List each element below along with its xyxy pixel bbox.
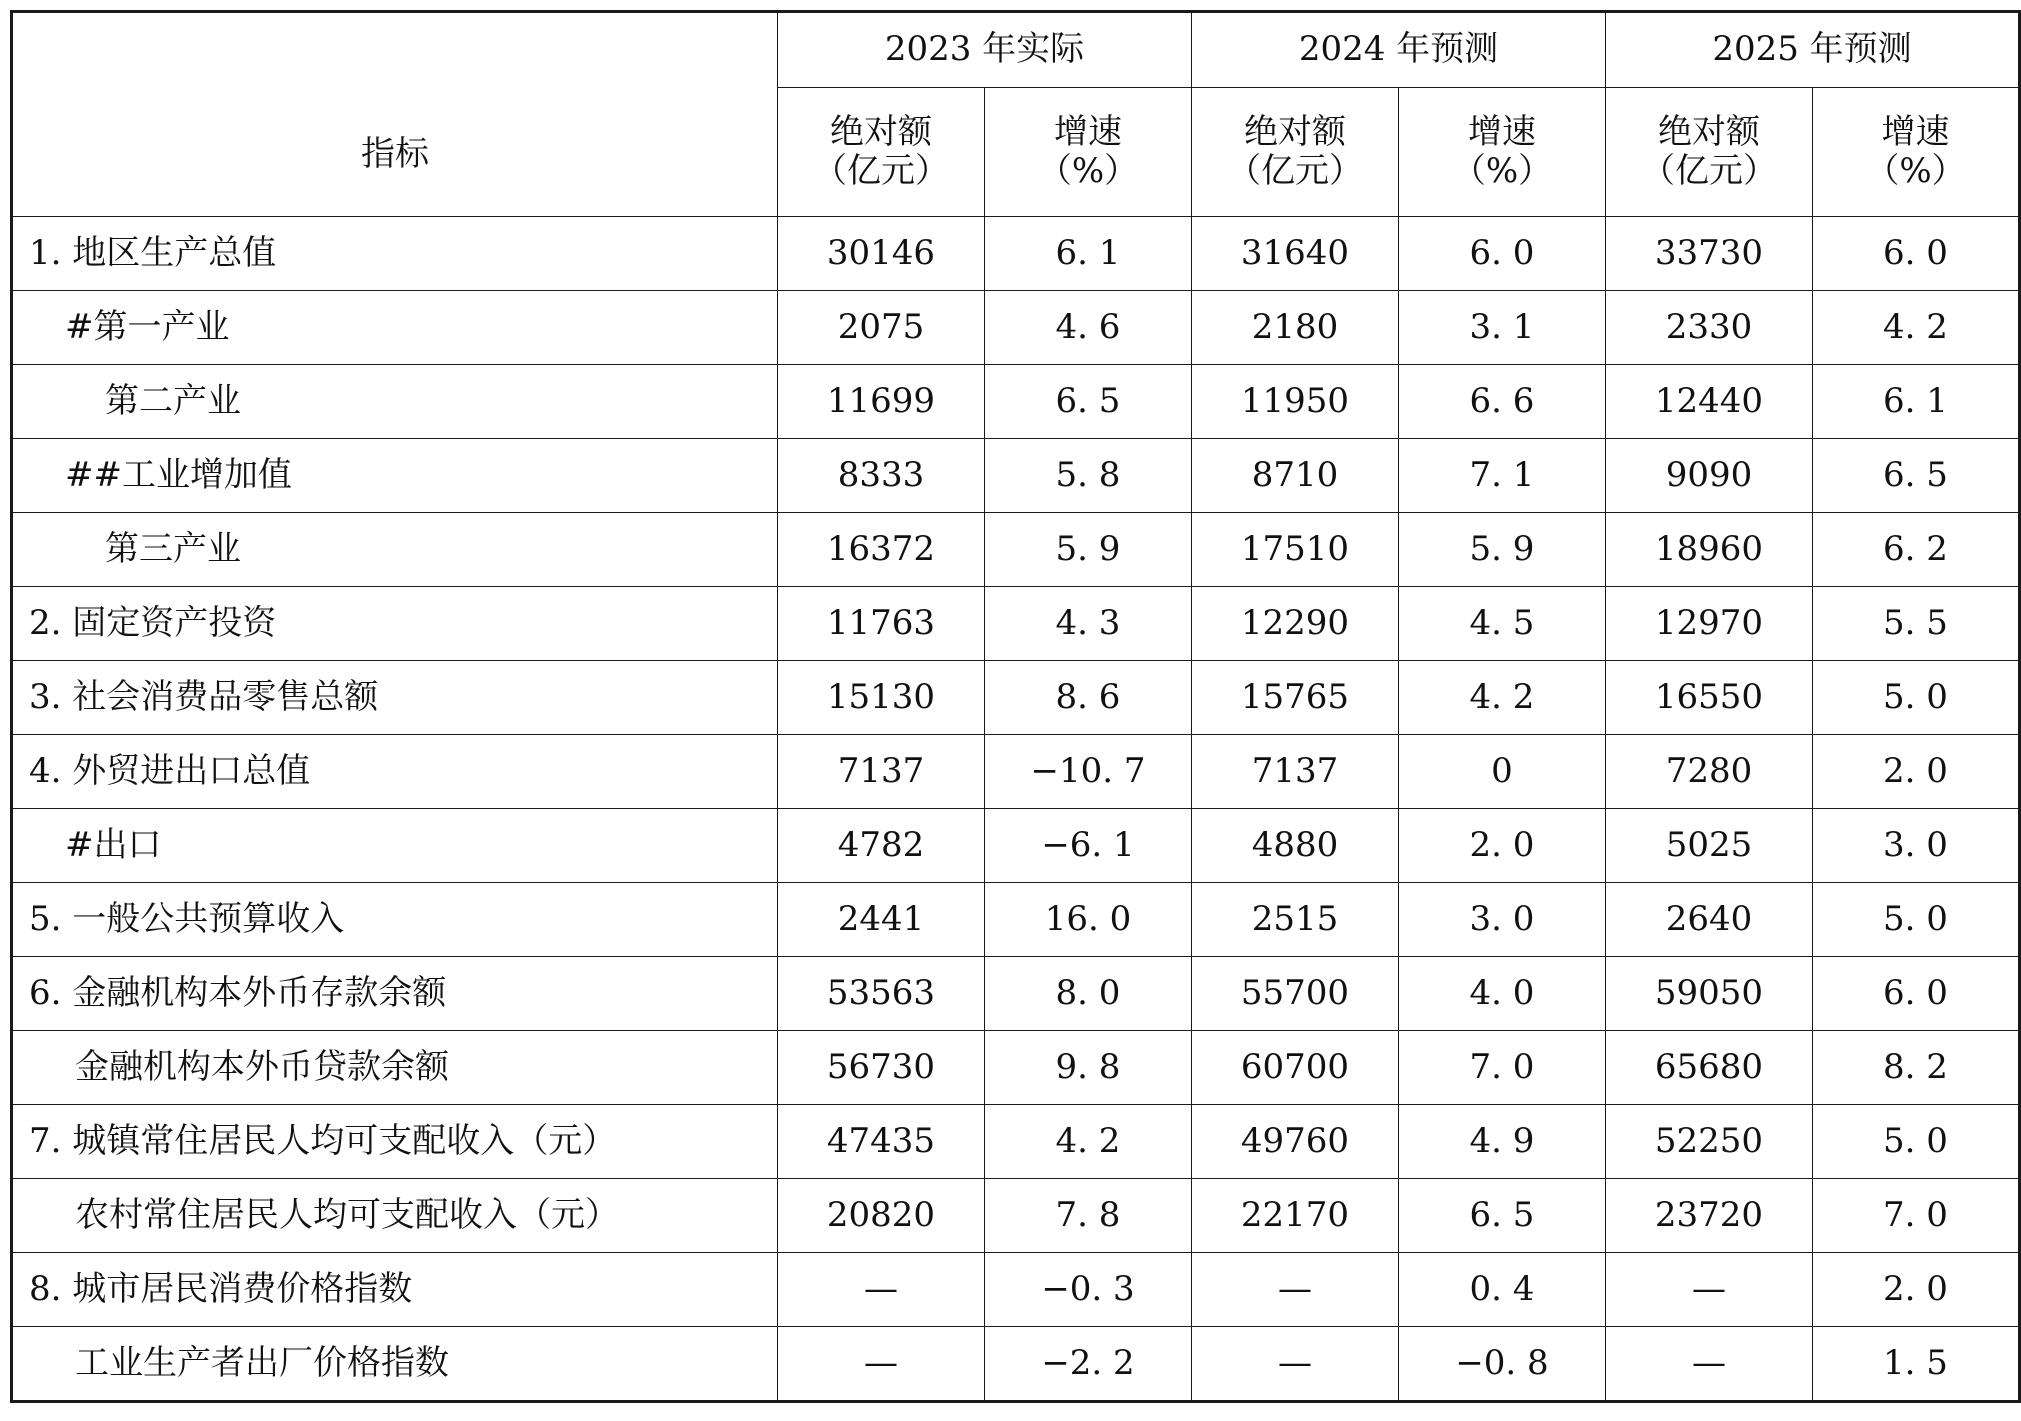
rate-header-unit: （%） <box>1451 151 1553 191</box>
growth-rate-cell: −0. 3 <box>985 1253 1192 1327</box>
value-header-title: 绝对额 <box>1658 111 1760 152</box>
growth-rate-cell: 16. 0 <box>985 883 1192 957</box>
absolute-value-cell: 7137 <box>1192 735 1399 809</box>
rate-header-title: 增速 <box>1054 111 1122 152</box>
value-header-unit: （亿元） <box>813 151 949 191</box>
statistics-table-container <box>10 10 2021 1403</box>
value-header-unit: （亿元） <box>1227 151 1363 191</box>
table-row <box>12 513 2020 587</box>
table-row <box>12 1179 2020 1253</box>
absolute-value-cell: 12290 <box>1192 587 1399 661</box>
absolute-value-cell: 30146 <box>778 217 985 291</box>
absolute-value-cell: — <box>778 1253 985 1327</box>
growth-rate-cell: 4. 0 <box>1399 957 1606 1031</box>
growth-rate-cell: 6. 1 <box>1813 365 2020 439</box>
row-label: 8. 城市居民消费价格指数 <box>12 1253 778 1327</box>
absolute-value-cell: 4880 <box>1192 809 1399 883</box>
growth-rate-cell: 3. 0 <box>1399 883 1606 957</box>
growth-rate-cell: 9. 8 <box>985 1031 1192 1105</box>
table-row <box>12 291 2020 365</box>
year-header-2025: 2025 年预测 <box>1606 12 2020 88</box>
growth-rate-cell: −0. 8 <box>1399 1327 1606 1402</box>
absolute-value-cell: 11950 <box>1192 365 1399 439</box>
value-header <box>1192 88 1399 217</box>
header-row-years <box>12 12 2020 88</box>
growth-rate-cell: −2. 2 <box>985 1327 1192 1402</box>
absolute-value-cell: 2330 <box>1606 291 1813 365</box>
growth-rate-cell: 6. 2 <box>1813 513 2020 587</box>
table-row <box>12 661 2020 735</box>
absolute-value-cell: 16372 <box>778 513 985 587</box>
indicator-column-header: 指标 <box>12 12 778 217</box>
value-header-unit: （亿元） <box>1641 151 1777 191</box>
absolute-value-cell: — <box>1606 1253 1813 1327</box>
growth-rate-cell: 4. 2 <box>1813 291 2020 365</box>
growth-rate-cell: 5. 0 <box>1813 1105 2020 1179</box>
absolute-value-cell: 55700 <box>1192 957 1399 1031</box>
absolute-value-cell: 9090 <box>1606 439 1813 513</box>
absolute-value-cell: 31640 <box>1192 217 1399 291</box>
growth-rate-cell: 5. 9 <box>1399 513 1606 587</box>
growth-rate-cell: −6. 1 <box>985 809 1192 883</box>
growth-rate-cell: 2. 0 <box>1813 1253 2020 1327</box>
rate-header-title: 增速 <box>1468 111 1536 152</box>
table-row <box>12 957 2020 1031</box>
rate-header <box>1399 88 1606 217</box>
rate-header <box>985 88 1192 217</box>
absolute-value-cell: 12970 <box>1606 587 1813 661</box>
absolute-value-cell: 17510 <box>1192 513 1399 587</box>
absolute-value-cell: 2075 <box>778 291 985 365</box>
absolute-value-cell: 7280 <box>1606 735 1813 809</box>
absolute-value-cell: 8333 <box>778 439 985 513</box>
absolute-value-cell: 22170 <box>1192 1179 1399 1253</box>
growth-rate-cell: 6. 6 <box>1399 365 1606 439</box>
row-label: 第三产业 <box>12 513 778 587</box>
growth-rate-cell: 0. 4 <box>1399 1253 1606 1327</box>
value-header <box>1606 88 1813 217</box>
absolute-value-cell: 53563 <box>778 957 985 1031</box>
row-label: 7. 城镇常住居民人均可支配收入（元） <box>12 1105 778 1179</box>
absolute-value-cell: — <box>778 1327 985 1402</box>
value-header-title: 绝对额 <box>1244 111 1346 152</box>
absolute-value-cell: 33730 <box>1606 217 1813 291</box>
absolute-value-cell: 23720 <box>1606 1179 1813 1253</box>
growth-rate-cell: 6. 5 <box>1813 439 2020 513</box>
absolute-value-cell: 56730 <box>778 1031 985 1105</box>
absolute-value-cell: 59050 <box>1606 957 1813 1031</box>
absolute-value-cell: 65680 <box>1606 1031 1813 1105</box>
absolute-value-cell: 11763 <box>778 587 985 661</box>
row-label: 1. 地区生产总值 <box>12 217 778 291</box>
absolute-value-cell: 52250 <box>1606 1105 1813 1179</box>
growth-rate-cell: 5. 0 <box>1813 883 2020 957</box>
growth-rate-cell: 6. 5 <box>1399 1179 1606 1253</box>
row-label: 工业生产者出厂价格指数 <box>12 1327 778 1402</box>
absolute-value-cell: — <box>1192 1253 1399 1327</box>
rate-header-unit: （%） <box>1037 151 1139 191</box>
value-header <box>778 88 985 217</box>
absolute-value-cell: 5025 <box>1606 809 1813 883</box>
growth-rate-cell: 0 <box>1399 735 1606 809</box>
table-row <box>12 735 2020 809</box>
growth-rate-cell: 8. 0 <box>985 957 1192 1031</box>
rate-header-unit: （%） <box>1865 151 1966 191</box>
growth-rate-cell: 3. 1 <box>1399 291 1606 365</box>
absolute-value-cell: 16550 <box>1606 661 1813 735</box>
table-row <box>12 1105 2020 1179</box>
growth-rate-cell: 2. 0 <box>1813 735 2020 809</box>
table-row <box>12 217 2020 291</box>
growth-rate-cell: 6. 5 <box>985 365 1192 439</box>
rate-header <box>1813 88 2020 217</box>
absolute-value-cell: 20820 <box>778 1179 985 1253</box>
year-header-2024: 2024 年预测 <box>1192 12 1606 88</box>
growth-rate-cell: 7. 0 <box>1399 1031 1606 1105</box>
absolute-value-cell: 7137 <box>778 735 985 809</box>
table-row <box>12 1031 2020 1105</box>
table-row <box>12 365 2020 439</box>
absolute-value-cell: 2180 <box>1192 291 1399 365</box>
row-label: 2. 固定资产投资 <box>12 587 778 661</box>
growth-rate-cell: 4. 3 <box>985 587 1192 661</box>
table-body <box>12 217 2020 1402</box>
growth-rate-cell: 4. 2 <box>985 1105 1192 1179</box>
growth-rate-cell: 5. 0 <box>1813 661 2020 735</box>
row-label: 3. 社会消费品零售总额 <box>12 661 778 735</box>
growth-rate-cell: 5. 5 <box>1813 587 2020 661</box>
row-label: 5. 一般公共预算收入 <box>12 883 778 957</box>
absolute-value-cell: 2441 <box>778 883 985 957</box>
table-row <box>12 809 2020 883</box>
row-label: #出口 <box>12 809 778 883</box>
growth-rate-cell: 4. 9 <box>1399 1105 1606 1179</box>
row-label: 4. 外贸进出口总值 <box>12 735 778 809</box>
absolute-value-cell: 60700 <box>1192 1031 1399 1105</box>
year-header-2023: 2023 年实际 <box>778 12 1192 88</box>
growth-rate-cell: 3. 0 <box>1813 809 2020 883</box>
absolute-value-cell: 18960 <box>1606 513 1813 587</box>
rate-header-title: 增速 <box>1881 111 1950 152</box>
absolute-value-cell: 47435 <box>778 1105 985 1179</box>
growth-rate-cell: 2. 0 <box>1399 809 1606 883</box>
row-label: 6. 金融机构本外币存款余额 <box>12 957 778 1031</box>
absolute-value-cell: 49760 <box>1192 1105 1399 1179</box>
row-label: 金融机构本外币贷款余额 <box>12 1031 778 1105</box>
absolute-value-cell: — <box>1192 1327 1399 1402</box>
growth-rate-cell: 7. 8 <box>985 1179 1192 1253</box>
row-label: #第一产业 <box>12 291 778 365</box>
growth-rate-cell: −10. 7 <box>985 735 1192 809</box>
table-row <box>12 1327 2020 1402</box>
growth-rate-cell: 4. 2 <box>1399 661 1606 735</box>
row-label: ##工业增加值 <box>12 439 778 513</box>
absolute-value-cell: 12440 <box>1606 365 1813 439</box>
growth-rate-cell: 8. 6 <box>985 661 1192 735</box>
row-label: 第二产业 <box>12 365 778 439</box>
growth-rate-cell: 4. 6 <box>985 291 1192 365</box>
growth-rate-cell: 8. 2 <box>1813 1031 2020 1105</box>
table-row <box>12 883 2020 957</box>
growth-rate-cell: 5. 8 <box>985 439 1192 513</box>
growth-rate-cell: 6. 1 <box>985 217 1192 291</box>
table-row <box>12 587 2020 661</box>
growth-rate-cell: 7. 1 <box>1399 439 1606 513</box>
growth-rate-cell: 6. 0 <box>1399 217 1606 291</box>
absolute-value-cell: 15765 <box>1192 661 1399 735</box>
table-row <box>12 1253 2020 1327</box>
absolute-value-cell: 2515 <box>1192 883 1399 957</box>
row-label: 农村常住居民人均可支配收入（元） <box>12 1179 778 1253</box>
growth-rate-cell: 5. 9 <box>985 513 1192 587</box>
growth-rate-cell: 1. 5 <box>1813 1327 2020 1402</box>
absolute-value-cell: — <box>1606 1327 1813 1402</box>
absolute-value-cell: 15130 <box>778 661 985 735</box>
growth-rate-cell: 4. 5 <box>1399 587 1606 661</box>
growth-rate-cell: 6. 0 <box>1813 217 2020 291</box>
absolute-value-cell: 4782 <box>778 809 985 883</box>
growth-rate-cell: 7. 0 <box>1813 1179 2020 1253</box>
absolute-value-cell: 11699 <box>778 365 985 439</box>
table-row <box>12 439 2020 513</box>
economic-indicators-table <box>10 10 2021 1403</box>
absolute-value-cell: 2640 <box>1606 883 1813 957</box>
growth-rate-cell: 6. 0 <box>1813 957 2020 1031</box>
value-header-title: 绝对额 <box>830 111 932 152</box>
absolute-value-cell: 8710 <box>1192 439 1399 513</box>
